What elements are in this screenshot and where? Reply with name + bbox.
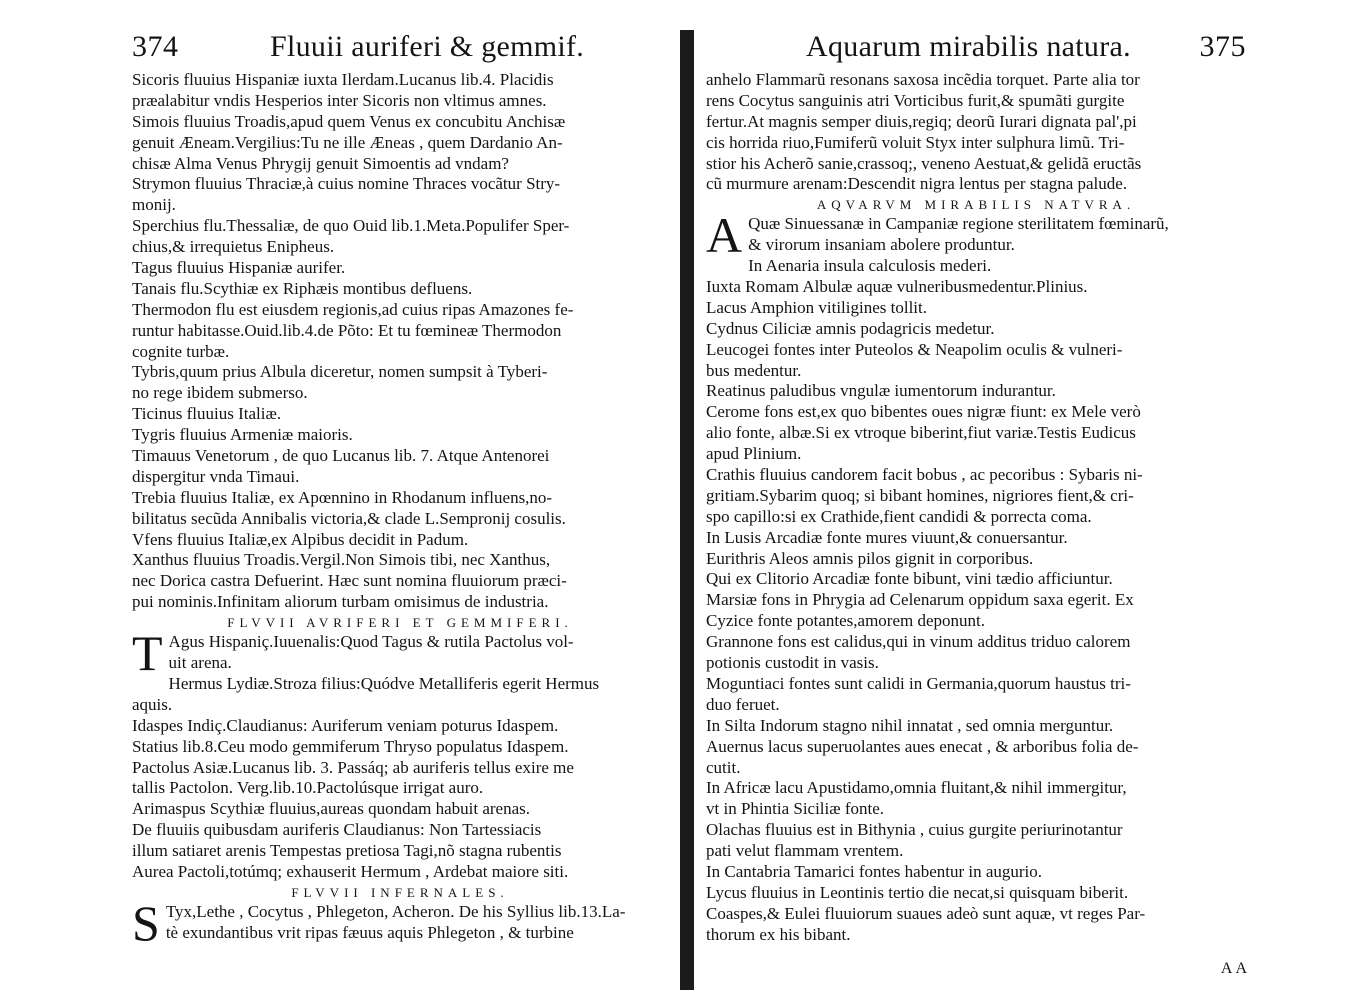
text-line: Olachas fluuius est in Bithynia , cuius gurgite periurinotantur: [706, 820, 1123, 840]
text-line: duo feruet.: [706, 694, 780, 714]
text-line: Iuxta Romam Albulæ aquæ vulneribusmedentur.Plinius.: [706, 277, 1088, 297]
text-line: Vfens fluuius Italiæ,ex Alpibus decidit in Padum.: [132, 529, 469, 549]
text-line: Ticinus fluuius Italiæ.: [132, 404, 282, 424]
text-line: Aurea Pactoli,totúmq; exhauserit Hermum , Ardebat maiore siti.: [132, 861, 569, 881]
section-heading: AQVARVM MIRABILIS NATVRA.: [816, 197, 1136, 213]
text-line: Moguntiaci fontes sunt calidi in Germania,quorum haustus tri-: [706, 673, 1131, 693]
drop-cap: A: [706, 207, 743, 264]
right-text-block-1: [706, 70, 1246, 195]
signature-mark: AA: [1220, 960, 1250, 977]
text-line: no rege ibidem submerso.: [132, 383, 308, 403]
text-line: Statius lib.8.Ceu modo gemmiferum Thryso populatus Idaspem.: [132, 736, 569, 756]
text-line: Thermodon flu est eiusdem regionis,ad cuius ripas Amazones fe-: [132, 299, 574, 319]
text-line: Leucogei fontes inter Puteolos & Neapolim oculis & vulneri-: [706, 339, 1123, 359]
drop-cap: S: [132, 894, 160, 951]
text-line: Cyzice fonte potantes,amorem deponunt.: [706, 611, 985, 631]
text-line: dispergitur vnda Timaui.: [132, 466, 300, 486]
text-line: Idaspes Indiç.Claudianus: Auriferum veniam poturus Idaspem.: [132, 715, 559, 735]
page-number: 375: [1199, 30, 1246, 63]
running-title: Aquarum mirabilis natura.: [806, 30, 1131, 63]
text-line: Hermus Lydiæ.Stroza filius:Quódve Metalliferis egerit Hermus: [168, 673, 600, 693]
text-line: Agus Hispaniç.Iuuenalis:Quod Tagus & rutila Pactolus vol-: [168, 632, 574, 652]
text-line: tè exundantibus vrit ripas fæuus aquis Phlegeton , & turbine: [165, 922, 574, 942]
text-line: pati velut flammam vrentem.: [706, 841, 904, 861]
text-line: aquis.: [132, 694, 173, 714]
text-line: stior his Acherõ sanie,crassoq;, veneno Aestuat,& gelidã eructãs: [706, 153, 1142, 173]
text-line: genuit Æneam.Vergilius:Tu ne ille Æneas , quem Dardanio An-: [132, 132, 563, 152]
text-line: cognite turbæ.: [132, 341, 230, 361]
text-line: Cerome fons est,ex quo bibentes oues nigræ fiunt: ex Mele verò: [706, 402, 1141, 422]
text-line: Grannone fons est calidus,qui in vinum additus triduo calorem: [706, 632, 1131, 652]
text-line: vt in Phintia Siciliæ fonte.: [706, 799, 885, 819]
text-line: Tanais flu.Scythiæ ex Riphæis montibus defluens.: [132, 278, 473, 298]
text-line: Arimaspus Scythiæ fluuius,aureas quondam habuit arenas.: [132, 799, 531, 819]
text-line: Auernus lacus superuolantes aues enecat , & arboribus folia de-: [706, 736, 1139, 756]
drop-cap: T: [132, 625, 163, 682]
text-line: Tybris,quum prius Albula diceretur, nomen sumpsit à Tyberi-: [132, 362, 548, 382]
text-line: chius,& irrequietus Enipheus.: [132, 237, 335, 257]
text-line: rens Cocytus sanguinis atri Vorticibus furit,& spumãti gurgite: [706, 90, 1125, 110]
text-line: Quæ Sinuessanæ in Campaniæ regione sterilitatem fœminarũ,: [748, 214, 1169, 234]
text-line: runtur habitasse.Ouid.lib.4.de Põto: Et tu fœmineæ Thermodon: [132, 320, 562, 340]
left-page: [132, 26, 668, 951]
text-line: Timauus Venetorum , de quo Lucanus lib. 7. Atque Antenorei: [132, 446, 550, 466]
text-line: Tygris fluuius Armeniæ maioris.: [132, 425, 353, 445]
text-line: Marsiæ fons in Phrygia ad Celenarum oppidum saxa egerit. Ex: [706, 590, 1134, 610]
text-line: chisæ Alma Venus Phrygij genuit Simoentis ad vndam?: [132, 153, 509, 173]
text-line: Simois fluuius Troadis,apud quem Venus ex concubitu Anchisæ: [132, 111, 566, 131]
text-line: Tyx,Lethe , Cocytus , Phlegeton, Acheron. De his Syllius lib.13.La-: [165, 901, 626, 921]
text-line: thorum ex his bibant.: [706, 924, 851, 944]
running-title: Fluuii auriferi & gemmif.: [270, 30, 585, 63]
right-page-header: [706, 26, 1246, 70]
text-line: In Cantabria Tamarici fontes habentur in augurio.: [706, 861, 1043, 881]
book-gutter: [680, 30, 694, 990]
text-line: Lycus fluuius in Leontinis tertio die necat,si quisquam biberit.: [706, 882, 1129, 902]
text-line: Lacus Amphion vitiligines tollit.: [706, 297, 927, 317]
text-line: Xanthus fluuius Troadis.Vergil.Non Simois tibi, nec Xanthus,: [132, 550, 551, 570]
left-text-block-1: [132, 70, 668, 613]
text-line: tallis Pactolon. Verg.lib.10.Pactolúsque irrigat auro.: [132, 778, 484, 798]
text-line: gritiam.Sybarim quoq; si bibant homines, nigriores fient,& cri-: [706, 485, 1134, 505]
text-line: potionis custodit in vasis.: [706, 653, 879, 673]
text-line: Qui ex Clitorio Arcadiæ fonte bibunt, vini tædio afficiuntur.: [706, 569, 1113, 589]
text-line: In Lusis Arcadiæ fonte mures viuunt,& conuersantur.: [706, 527, 1068, 547]
text-line: bus medentur.: [706, 360, 802, 380]
text-line: bilitatus secũda Annibalis victoria,& clade L.Sempronij cosulis.: [132, 508, 566, 528]
text-line: Coaspes,& Eulei fluuiorum suaues adeò sunt aquæ, vt reges Par-: [706, 903, 1146, 923]
dropcap-paragraph: [132, 625, 668, 682]
text-line: anhelo Flammarũ resonans saxosa incẽdia torquet. Parte alia tor: [706, 70, 1140, 89]
right-page: [706, 26, 1246, 946]
text-line: & virorum insaniam abolere produntur.: [748, 235, 1015, 255]
text-line: spo capillo:si ex Crathide,fient candidi & porrecta coma.: [706, 506, 1092, 526]
text-line: cutit.: [706, 757, 741, 777]
text-line: Reatinus paludibus vngulæ iumentorum indurantur.: [706, 381, 1056, 401]
section-heading: FLVVII INFERNALES.: [291, 884, 509, 900]
text-line: Crathis fluuius candorem facit bobus , ac pecoribus : Sybaris ni-: [706, 465, 1143, 485]
text-line: fertur.At magnis semper diuis,regiq; deorũ Iurari dignata pal',pi: [706, 111, 1137, 131]
text-line: In Silta Indorum stagno nihil innatat , sed omnia merguntur.: [706, 715, 1114, 735]
text-line: De fluuiis quibusdam auriferis Claudianus: Non Tartessiacis: [132, 820, 542, 840]
text-line: Strymon fluuius Thraciæ,à cuius nomine Thraces vocãtur Stry-: [132, 174, 561, 194]
text-line: pui nominis.Infinitam aliorum turbam omisimus de industria.: [132, 592, 549, 612]
text-line: alio fonte, albæ.Si ex vtroque biberint,fiut variæ.Testis Eudicus: [706, 423, 1136, 443]
text-line: In Aenaria insula calculosis mederi.: [748, 256, 992, 276]
text-line: Pactolus Asiæ.Lucanus lib. 3. Passáq; ab auriferis tellus exire me: [132, 757, 574, 777]
left-page-header: [132, 26, 668, 70]
text-line: nec Dorica castra Defuerint. Hæc sunt nomina fluuiorum præci-: [132, 571, 567, 591]
text-line: Tagus fluuius Hispaniæ aurifer.: [132, 258, 346, 278]
text-line: cũ murmure arenam:Descendit nigra lentus per stagna palude.: [706, 174, 1128, 194]
text-line: uit arena.: [168, 653, 232, 673]
text-line: cis horrida riuo,Fumiferũ voluit Styx inter sulphura limũ. Tri-: [706, 132, 1125, 152]
page-number: 374: [132, 30, 179, 63]
text-line: Eurithris Aleos amnis pilos gignit in corporibus.: [706, 548, 1034, 568]
text-line: Sicoris fluuius Hispaniæ iuxta Ilerdam.Lucanus lib.4. Placidis: [132, 70, 554, 89]
dropcap-paragraph: [132, 894, 668, 951]
text-line: In Africæ lacu Apustidamo,omnia fluitant,& nihil immergitur,: [706, 778, 1127, 798]
text-line: Cydnus Ciliciæ amnis podagricis medetur.: [706, 318, 995, 338]
left-text-block-2: [132, 674, 668, 883]
text-line: præalabitur vndis Hesperios inter Sicoris non vltimus amnes.: [132, 90, 547, 110]
text-line: monij.: [132, 195, 176, 215]
text-line: Trebia fluuius Italiæ, ex Apœnnino in Rhodanum influens,no-: [132, 487, 553, 507]
right-text-block-2: [706, 256, 1246, 945]
text-line: apud Plinium.: [706, 444, 802, 464]
text-line: Sperchius flu.Thessaliæ, de quo Ouid lib.1.Meta.Populifer Sper-: [132, 216, 570, 236]
text-line: illum satiaret arenis Tempestas pretiosa Tagi,nõ stagna rubentis: [132, 841, 562, 861]
dropcap-paragraph: [706, 207, 1246, 264]
section-heading: FLVVII AVRIFERI ET GEMMIFERI.: [227, 615, 573, 631]
